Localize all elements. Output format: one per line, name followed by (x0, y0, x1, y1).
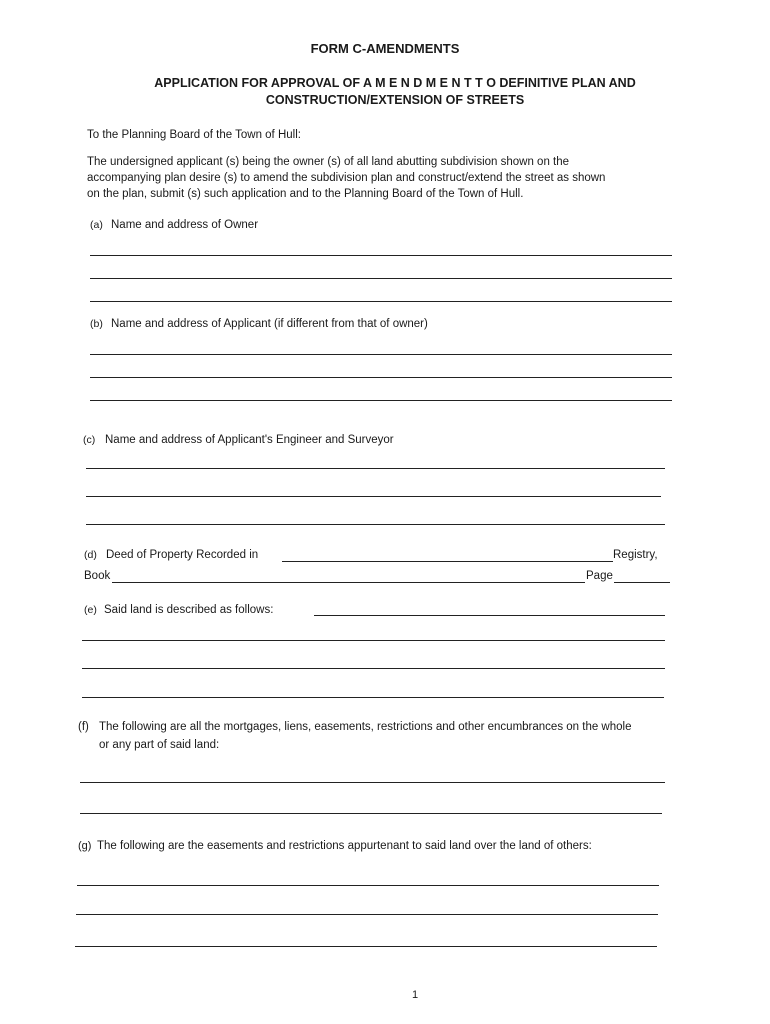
intro-line-1: The undersigned applicant (s) being the owner (s) of all land abutting subdivision shown on the (87, 156, 570, 168)
section-a-label: Name and address of Owner (111, 219, 259, 231)
owner-line-2[interactable] (90, 278, 672, 279)
section-g-marker: (g) (78, 840, 92, 852)
form-heading-line1: APPLICATION FOR APPROVAL OF A M E N D M E N T T O DEFINITIVE PLAN AND (154, 76, 636, 90)
description-line-1[interactable] (82, 640, 665, 641)
appurtenant-line-3[interactable] (75, 946, 657, 947)
intro-line-2: accompanying plan desire (s) to amend the subdivision plan and construct/extend the street as shown (87, 172, 606, 184)
encumbrances-line-1[interactable] (80, 782, 665, 783)
applicant-line-1[interactable] (90, 354, 672, 355)
page-number: 1 (411, 989, 419, 1001)
description-line-3[interactable] (82, 697, 664, 698)
description-field-inline[interactable] (314, 615, 665, 616)
book-label: Book (84, 570, 111, 582)
encumbrances-line-2[interactable] (80, 813, 662, 814)
section-g-label: The following are the easements and restrictions appurtenant to said land over the land of others: (97, 840, 592, 852)
section-f-line1: The following are all the mortgages, liens, easements, restrictions and other encumbrances on the whole (99, 721, 632, 733)
appurtenant-line-1[interactable] (77, 885, 659, 886)
salutation: To the Planning Board of the Town of Hull: (87, 129, 301, 141)
section-c-label: Name and address of Applicant's Engineer and Surveyor (105, 434, 394, 446)
page-label: Page (586, 570, 613, 582)
registry-field[interactable] (282, 561, 613, 562)
description-line-2[interactable] (82, 668, 665, 669)
book-field[interactable] (112, 582, 585, 583)
section-d-marker: (d) (84, 549, 97, 561)
page-field[interactable] (614, 582, 670, 583)
form-title: FORM C-AMENDMENTS (310, 41, 460, 56)
owner-line-1[interactable] (90, 255, 672, 256)
section-a-marker: (a) (90, 219, 103, 231)
registry-label: Registry, (613, 549, 658, 561)
intro-line-3: on the plan, submit (s) such application and to the Planning Board of the Town of Hull. (87, 188, 524, 200)
section-b-label: Name and address of Applicant (if different from that of owner) (111, 318, 428, 330)
applicant-line-3[interactable] (90, 400, 672, 401)
engineer-line-3[interactable] (86, 524, 665, 525)
form-heading-line2: CONSTRUCTION/EXTENSION OF STREETS (265, 93, 525, 107)
section-e-marker: (e) (84, 604, 97, 616)
engineer-line-1[interactable] (86, 468, 665, 469)
section-b-marker: (b) (90, 318, 103, 330)
section-e-label: Said land is described as follows: (104, 604, 274, 616)
section-d-label: Deed of Property Recorded in (106, 549, 259, 561)
appurtenant-line-2[interactable] (76, 914, 658, 915)
owner-line-3[interactable] (90, 301, 672, 302)
section-c-marker: (c) (83, 434, 96, 446)
section-f-marker: (f) (78, 721, 89, 733)
section-f-line2: or any part of said land: (99, 739, 220, 751)
applicant-line-2[interactable] (90, 377, 672, 378)
engineer-line-2[interactable] (86, 496, 661, 497)
